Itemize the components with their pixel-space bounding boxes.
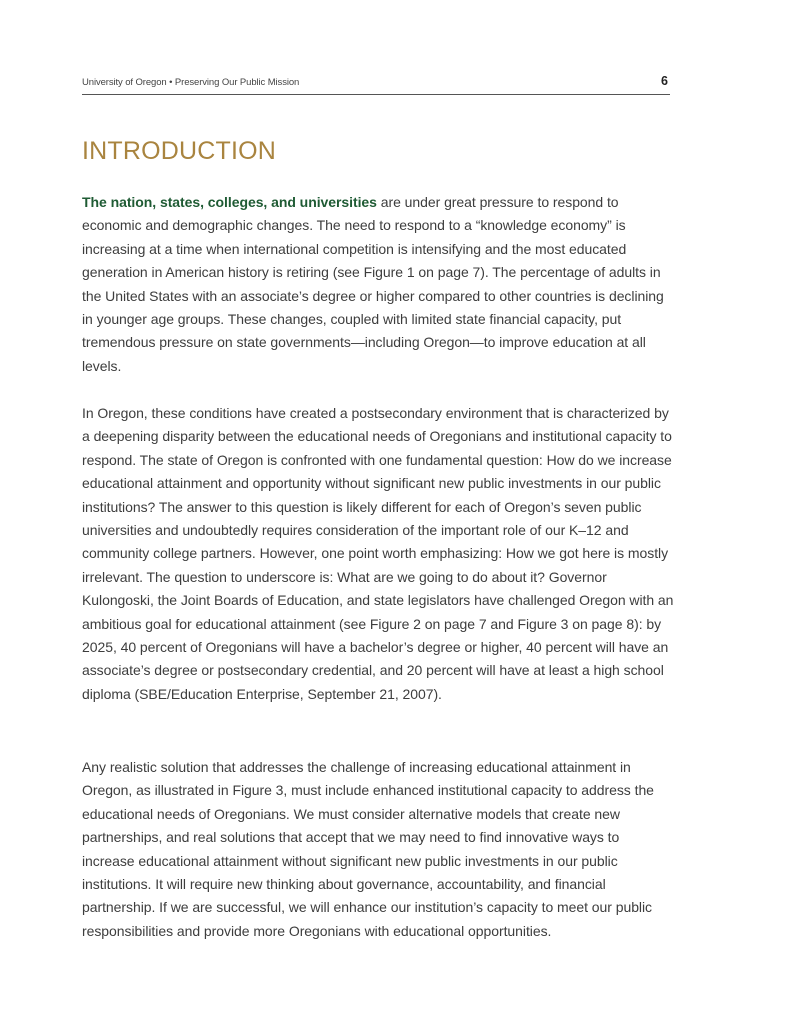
paragraph-2: In Oregon, these conditions have created a postsecondary environment that is characterized by a deepening disparity between the educational needs of Oregonians and institutional capacity to respond. The state of Oregon is confronted with one fundamental question: How do we increase educational attainment and opportunity without significant new public investments in our public institutions? The answer to this question is likely different for each of Oregon’s seven public universities and undoubtedly requires consideration of the important role of our K–12 and community college partners. However, one point worth emphasizing: How we got here is mostly irrelevant. The question to underscore is: What are we going to do about it? Governor Kulongoski, the Joint Boards of Education, and state legislators have challenged Oregon with an ambitious goal for educational attainment (see Figure 2 on page 7 and Figure 3 on page 8): by 2025, 40 percent of Oregonians will have a bachelor’s degree or higher, 40 percent will have an associate’s degree or postsecondary credential, and 20 percent will have at least a high school diploma (SBE/Education Enterprise, September 21, 2007). [82,405,674,702]
paragraph-3: Any realistic solution that addresses the challenge of increasing educational attainment in Oregon, as illustrated in Figure 3, must include enhanced institutional capacity to address the educational needs of Oregonians. We must consider alternative models that create new partnerships, and real solutions that accept that we may need to find innovative ways to increase educational attainment without significant new public investments in our public institutions. It will require new thinking about governance, accountability, and financial partnership. If we are successful, we will enhance our institution’s capacity to meet our public responsibilities and provide more Oregonians with educational opportunities. [82,759,654,939]
paragraph-lead-in: The nation, states, colleges, and universities [82,194,377,210]
running-header [82,74,670,95]
running-title: University of Oregon • Preserving Our Public Mission [82,77,300,88]
page-number: 6 [661,74,668,88]
paragraph-1 [82,191,674,378]
paragraph-1-text: are under great pressure to respond to economic and demographic changes. The need to respond to a “knowledge economy” is increasing at a time when international competition is intensifying and the most educated generation in American history is retiring (see Figure 1 on page 7). The percentage of adults in the United States with an associate’s degree or higher compared to other countries is declining in younger age groups. These changes, coupled with limited state financial capacity, put tremendous pressure on state governments—including Oregon—to improve education at all levels. [82,194,664,374]
section-title: INTRODUCTION [82,137,277,165]
